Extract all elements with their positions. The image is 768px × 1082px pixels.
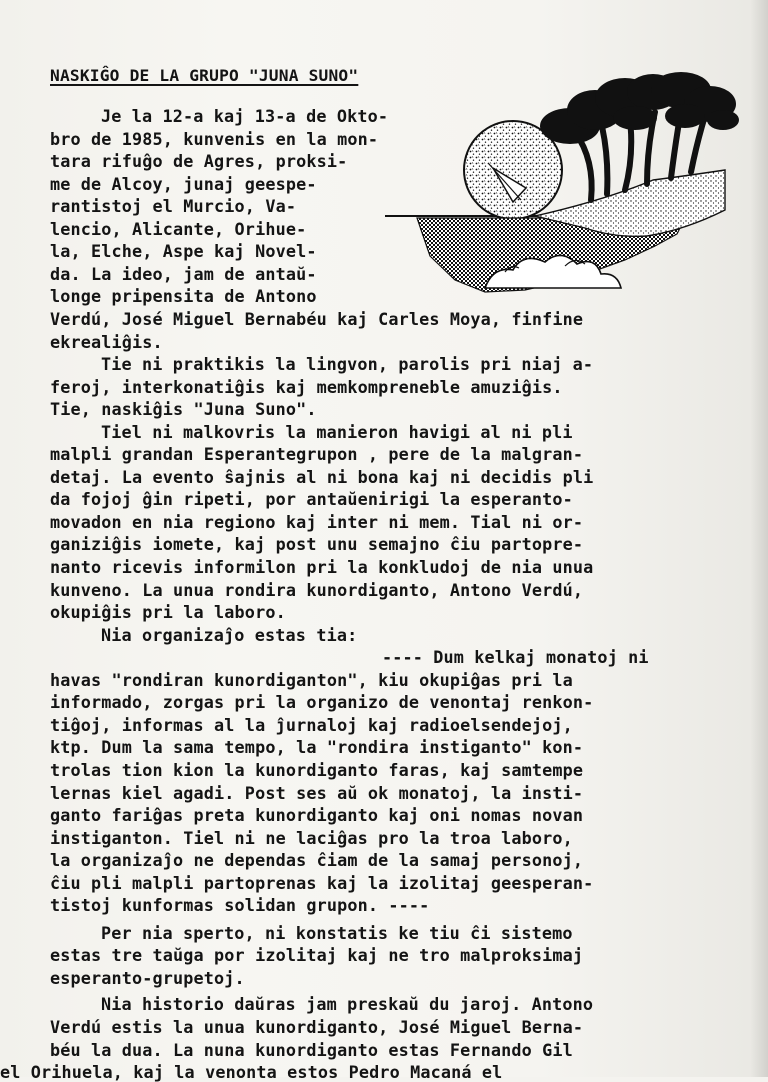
text-line: Nia organizaĵo estas tia:	[101, 624, 358, 645]
text-line: Tie ni praktikis la lingvon, parolis pri niaj a-	[101, 354, 594, 375]
page-edge-shadow	[750, 0, 768, 1077]
text-line: ekrealiĝis.	[50, 331, 163, 352]
text-line: estas tre taŭga por izolitaj kaj ne tro malproksimaj	[50, 945, 584, 966]
sun-trees-clouds-illustration	[385, 60, 745, 300]
text-line: Verdú estis la unua kunordiganto, José Miguel Berna-	[50, 1017, 584, 1037]
text-line: havas "rondiran kunordiganton", kiu okupiĝas pri la	[50, 669, 573, 690]
text-line: Je la 12-a kaj 13-a de Okto-	[101, 106, 389, 126]
text-line: informado, zorgas pri la organizo de venontaj renkon-	[50, 692, 594, 713]
text-line: tiĝoj, informas al la ĵurnaloj kaj radioelsendejoj,	[50, 714, 573, 735]
text-line: kunveno. La unua rondira kunordiganto, Antono Verdú,	[50, 579, 584, 600]
text-line: bro de 1985, kunvenis en la mon-	[50, 128, 379, 149]
text-line: longe pripensita de Antono	[50, 286, 317, 307]
text-line: trolas tion kion la kunordiganto faras, kaj samtempe	[50, 759, 584, 780]
text-line: movadon en nia regiono kaj inter ni mem. Tial ni or-	[50, 511, 584, 532]
text-line: ĉiu pli malpli partoprenas kaj la izolitaj geesperan-	[50, 872, 594, 893]
text-line: ktp. Dum la sama tempo, la "rondira instiganto" kon-	[50, 737, 584, 758]
text-line: Tiel ni malkovris la manieron havigi al ni pli	[101, 421, 573, 442]
article-title: NASKIĜO DE LA GRUPO "JUNA SUNO"	[50, 66, 359, 85]
text-line: Nia historio daŭras jam preskaŭ du jaroj. Antono	[101, 994, 594, 1015]
text-line: el Orihuela, kaj la venonta estos Pedro Macaná el	[0, 1062, 503, 1082]
text-line: malpli grandan Esperantegrupon , pere de la malgran-	[50, 444, 584, 465]
text-line: detaj. La evento ŝajnis al ni bona kaj ni decidis pli	[50, 466, 594, 487]
text-line: da fojoj ĝin ripeti, por antaŭenirigi la esperanto-	[50, 489, 573, 510]
text-line: esperanto-grupetoj.	[50, 967, 245, 988]
text-line: Verdú, José Miguel Bernabéu kaj Carles Moya, finfine	[50, 308, 584, 329]
text-line: instiganton. Tiel ni ne laciĝas pro la troa laboro,	[50, 827, 573, 848]
text-line: ---- Dum kelkaj monatoj ni	[382, 647, 649, 668]
text-line: me de Alcoy, junaj geespe-	[50, 173, 317, 194]
text-line: rantistoj el Murcio, Va-	[50, 196, 297, 217]
text-line: okupiĝis pri la laboro.	[50, 602, 286, 623]
text-line: da. La ideo, jam de antaŭ-	[50, 263, 317, 284]
tree-canopy	[540, 72, 739, 144]
text-line: ganto fariĝas preta kunordiganto kaj oni nomas novan	[50, 805, 584, 826]
text-line: tara rifuĝo de Agres, proksi-	[50, 151, 348, 172]
text-line: feroj, interkonatiĝis kaj memkompreneble amuziĝis.	[50, 376, 563, 397]
text-line: lernas kiel agadi. Post ses aŭ ok monatoj, la insti-	[50, 782, 584, 803]
text-line: béu la dua. La nuna kunordiganto estas Fernando Gil	[50, 1039, 573, 1060]
text-line: la organizaĵo ne dependas ĉiam de la samaj personoj,	[50, 850, 584, 871]
text-line: la, Elche, Aspe kaj Novel-	[50, 241, 317, 262]
text-line: Per nia sperto, ni konstatis ke tiu ĉi sistemo	[101, 922, 573, 943]
text-line: tistoj kunformas solidan grupon. ----	[50, 895, 430, 916]
text-line: ganiziĝis iomete, kaj post unu semajno ĉiu partopre-	[50, 534, 584, 555]
text-line: nanto ricevis informilon pri la konkludoj de nia unua	[50, 557, 594, 577]
text-line: lencio, Alicante, Orihue-	[50, 218, 307, 239]
text-line: Tie, naskiĝis "Juna Suno".	[50, 399, 317, 420]
